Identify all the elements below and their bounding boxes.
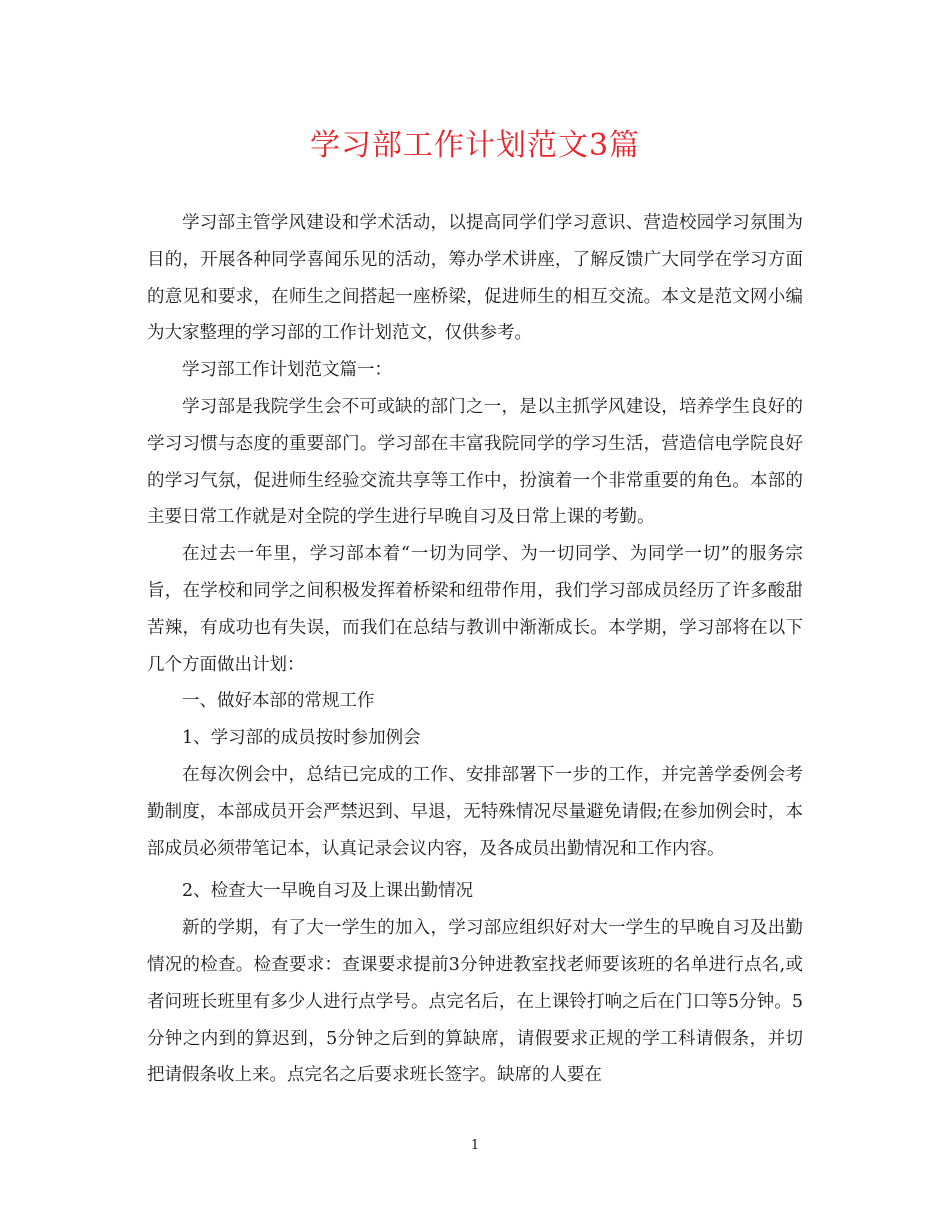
page-number: 1 bbox=[470, 1138, 480, 1153]
paragraph-heading-routine-work: 一、做好本部的常规工作 bbox=[182, 691, 375, 712]
paragraph-section-heading: 学习部工作计划范文篇一： bbox=[182, 360, 392, 381]
paragraph-attendance-detail: 新的学期，有了大一学生的加入，学习部应组织好对大一学生的早晚自习及出勤情况的检查。检查要求：查课要求提前3分钟进教室找老师要该班的名单进行点名,或者问班长班里有多少人进行点学号。点完名后，在上课铃打响之后在门口等5分钟。5分钟之内到的算迟到，5分钟之后到的算缺席，请假要求正规的学工科请假条，并切把请假条收上来。点完名之后要求班长签字。缺席的人要在 bbox=[147, 918, 803, 1086]
paragraph-meetings-detail: 在每次例会中，总结已完成的工作、安排部署下一步的工作，并完善学委例会考勤制度，本部成员开会严禁迟到、早退，无特殊情况尽量避免请假;在参加例会时，本部成员必须带笔记本，认真记录会议内容，及各成员出勤情况和工作内容。 bbox=[147, 764, 803, 859]
document-title: 学习部工作计划范文3篇 bbox=[309, 128, 641, 163]
document-body bbox=[147, 205, 803, 1094]
paragraph-heading-meetings: 1、学习部的成员按时参加例会 bbox=[182, 728, 421, 749]
paragraph-heading-attendance: 2、检查大一早晚自习及上课出勤情况 bbox=[182, 881, 474, 902]
paragraph-intro: 学习部主管学风建设和学术活动，以提高同学们学习意识、营造校园学习氛围为目的，开展各种同学喜闻乐见的活动，筹办学术讲座，了解反馈广大同学在学习方面的意见和要求，在师生之间搭起一座桥梁，促进师生的相互交流。本文是范文网小编为大家整理的学习部的工作计划范文，仅供参考。 bbox=[147, 213, 803, 344]
paragraph-past-year: 在过去一年里，学习部本着“一切为同学、为一切同学、为同学一切”的服务宗旨，在学校和同学之间积极发挥着桥梁和纽带作用，我们学习部成员经历了许多酸甜苦辣，有成功也有失误，而我们在总结与教训中渐渐成长。本学期，学习部将在以下几个方面做出计划： bbox=[147, 544, 803, 675]
paragraph-department-overview: 学习部是我院学生会不可或缺的部门之一，是以主抓学风建设，培养学生良好的学习习惯与态度的重要部门。学习部在丰富我院同学的学习生活，营造信电学院良好的学习气氛，促进师生经验交流共享等工作中，扮演着一个非常重要的角色。本部的主要日常工作就是对全院的学生进行早晚自习及日常上课的考勤。 bbox=[147, 396, 803, 528]
